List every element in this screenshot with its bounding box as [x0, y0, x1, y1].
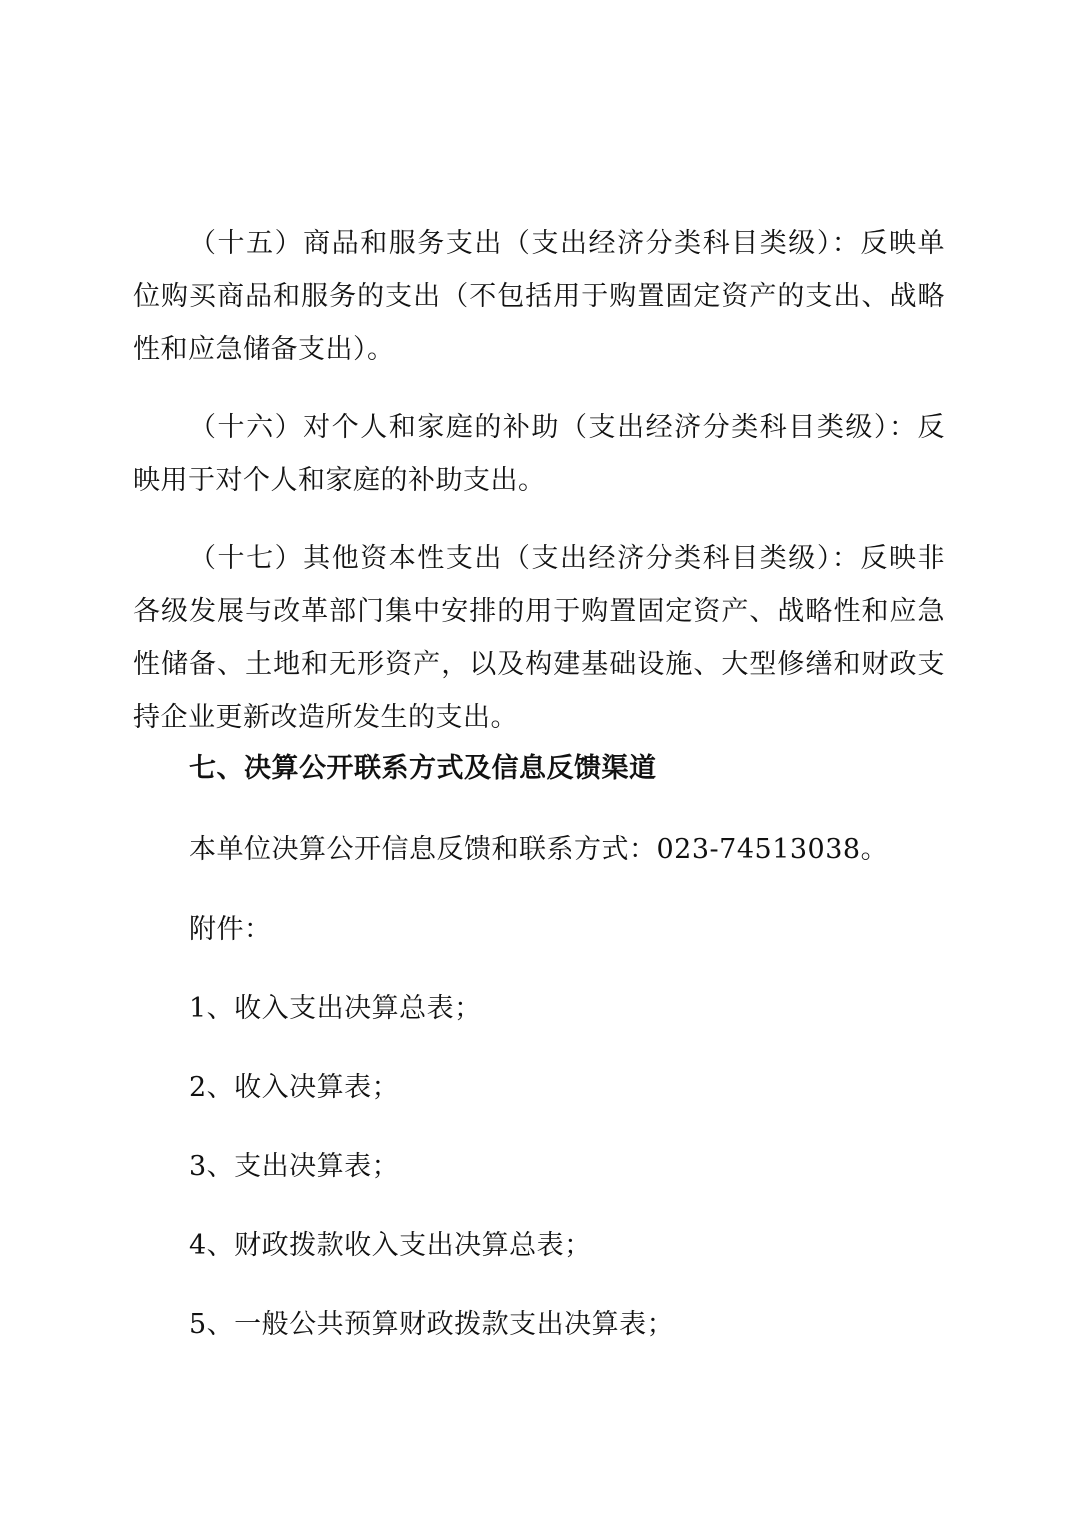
- attachments-label: 附件：: [189, 914, 272, 945]
- paragraph-goods-services-expenditure: （十五）商品和服务支出（支出经济分类科目类级）：反映单位购买商品和服务的支出（不包括用于购置固定资产的支出、战略性和应急储备支出）。: [133, 228, 945, 365]
- attachment-item: 3、支出决算表；: [189, 1151, 400, 1182]
- attachment-item: 1、收入支出决算总表；: [189, 993, 482, 1024]
- paragraph-other-capital-expenditure: （十七）其他资本性支出（支出经济分类科目类级）：反映非各级发展与改革部门集中安排的用于购置固定资产、战略性和应急性储备、土地和无形资产，以及构建基础设施、大型修缮和财政支持企业更新改造所发生的支出。: [133, 543, 945, 733]
- paragraph-household-subsidy: （十六）对个人和家庭的补助（支出经济分类科目类级）：反映用于对个人和家庭的补助支出。: [133, 412, 945, 496]
- section-heading-contact: 七、决算公开联系方式及信息反馈渠道: [189, 753, 657, 784]
- attachment-item: 5、一般公共预算财政拨款支出决算表；: [189, 1309, 675, 1340]
- attachment-item: 4、财政拨款收入支出决算总表；: [189, 1230, 592, 1261]
- attachment-item: 2、收入决算表；: [189, 1072, 400, 1103]
- contact-info: 本单位决算公开信息反馈和联系方式：023-74513038。: [189, 834, 889, 865]
